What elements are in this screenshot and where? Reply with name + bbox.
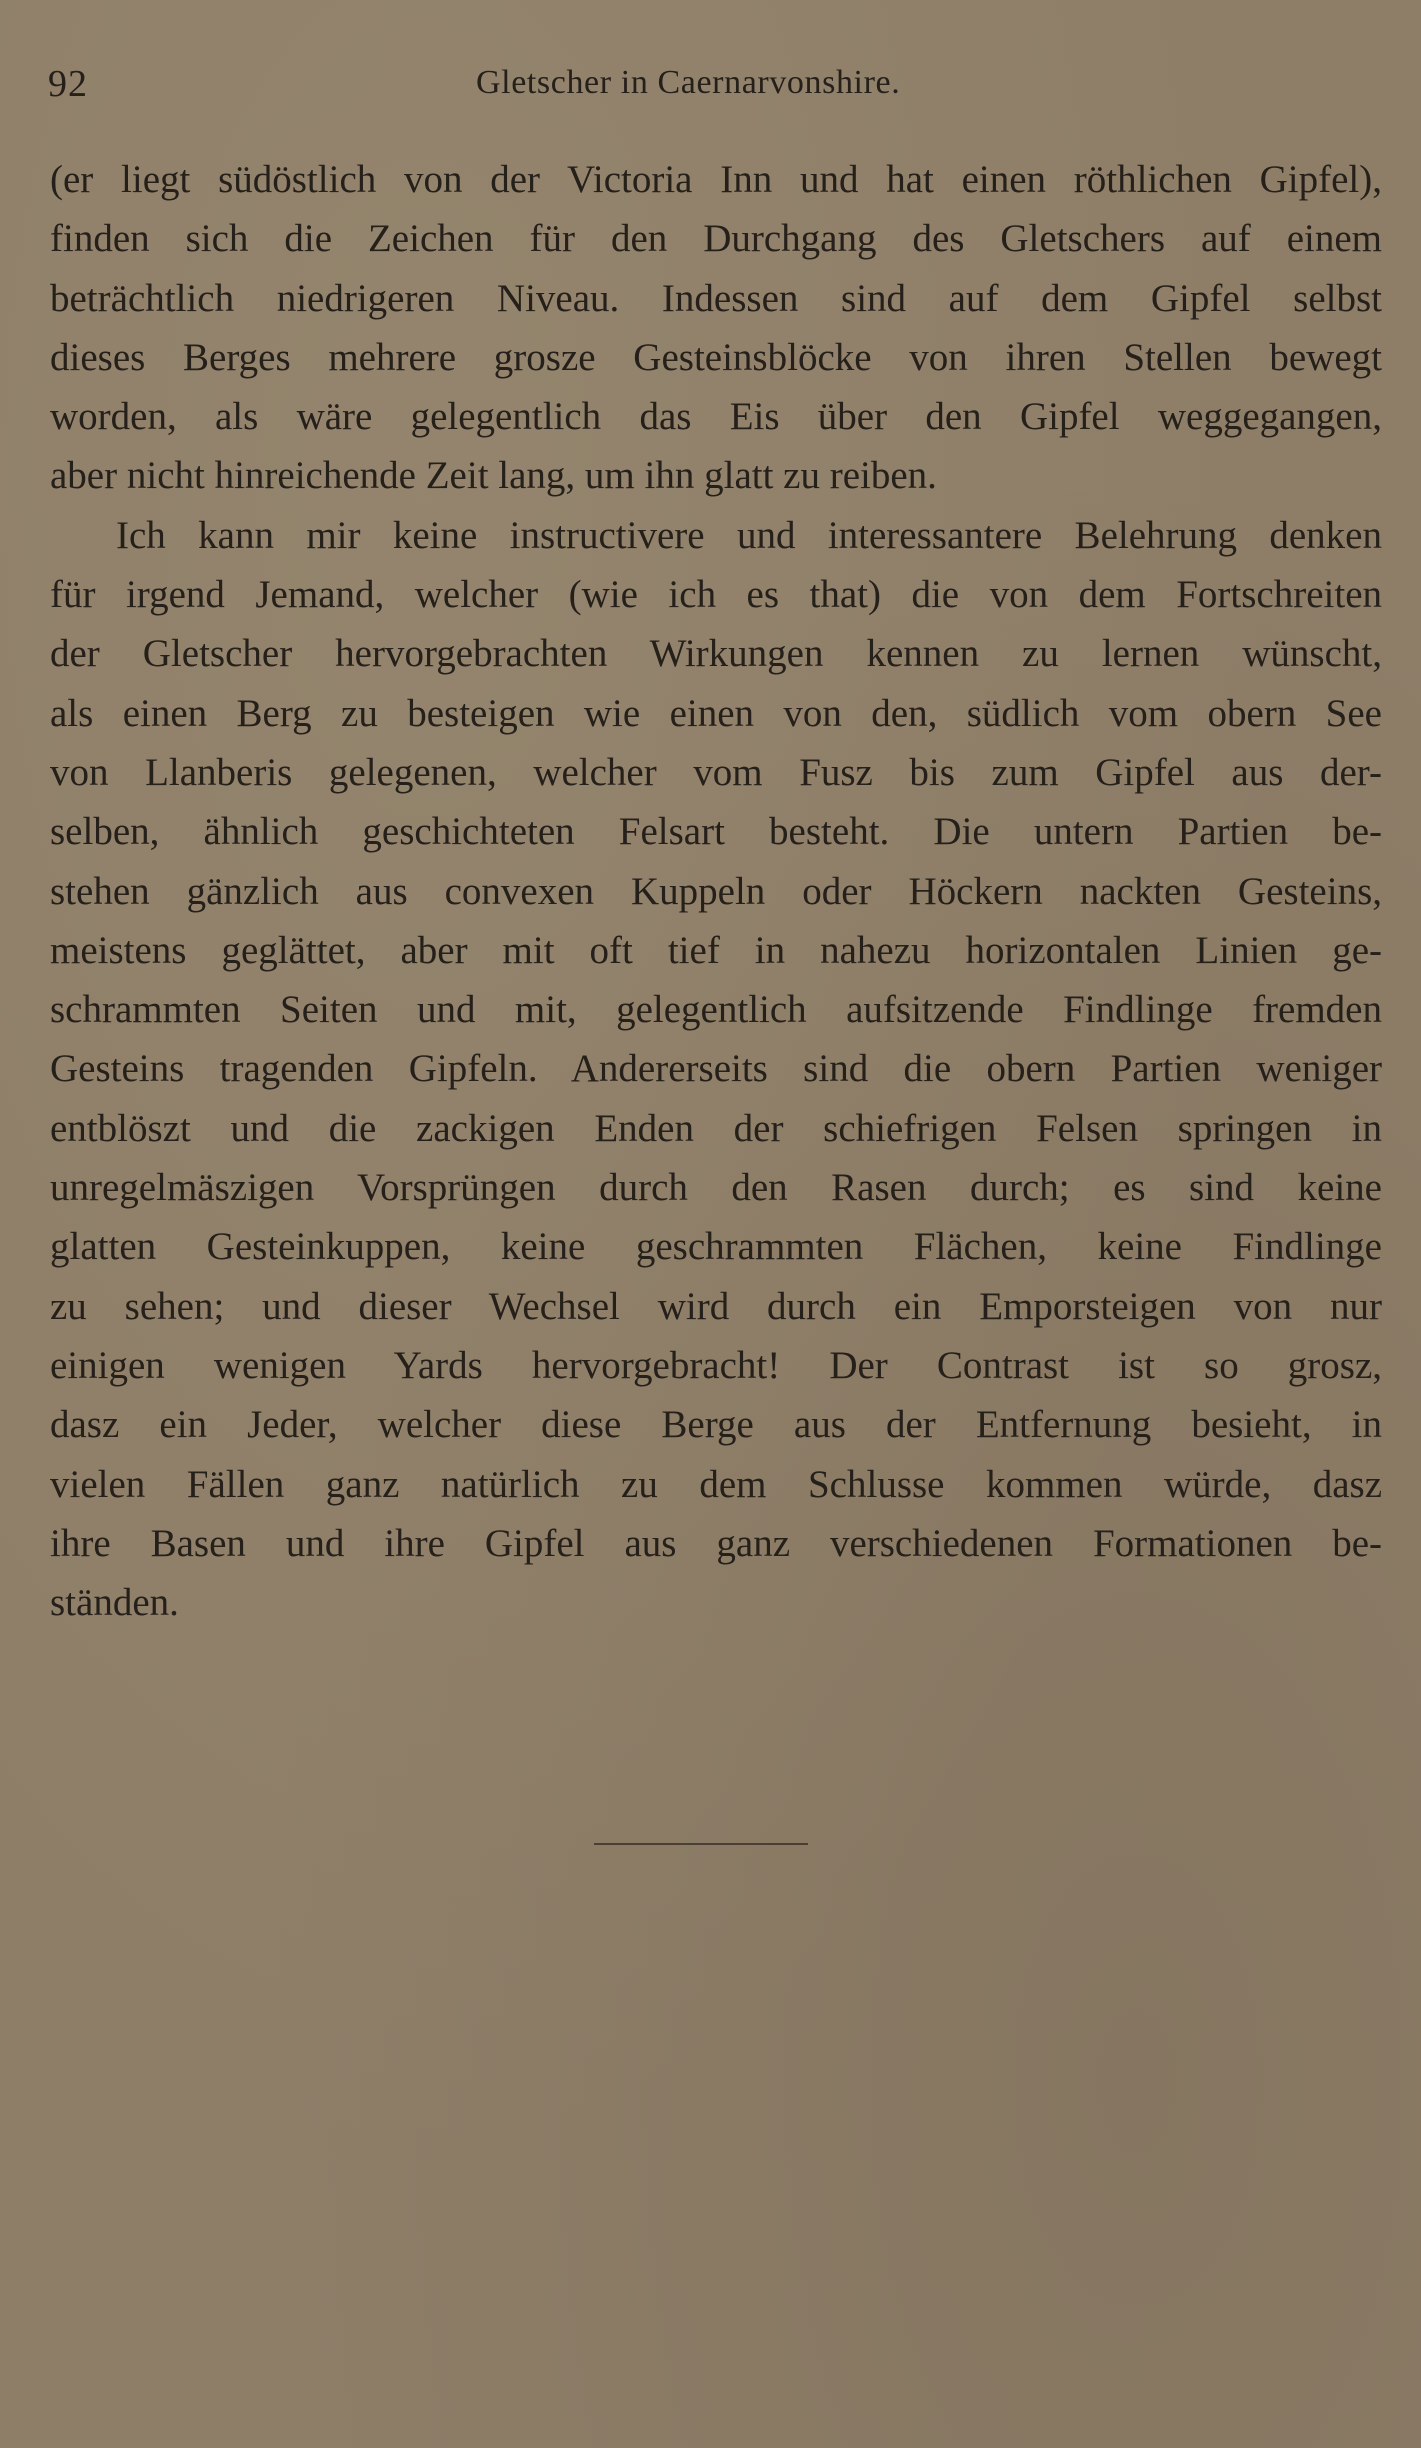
text-line: der Gletscher hervorgebrachten Wirkungen kennen zu lernen wünscht, <box>50 632 1382 676</box>
paragraph-1 <box>50 150 1382 506</box>
text-line: finden sich die Zeichen für den Durchgang des Gletschers auf einem <box>50 217 1382 261</box>
text-line: entblöszt und die zackigen Enden der schiefrigen Felsen springen in <box>50 1106 1382 1150</box>
text-line: dieses Berges mehrere grosze Gesteinsblöcke von ihren Stellen bewegt <box>50 335 1382 379</box>
text-line: Gesteins tragenden Gipfeln. Andererseits sind die obern Partien weniger <box>50 1047 1382 1091</box>
page-header <box>48 62 1390 114</box>
section-end-rule <box>594 1843 808 1845</box>
paragraph-2 <box>50 506 1382 1633</box>
text-line: worden, als wäre gelegentlich das Eis über den Gipfel weggegangen, <box>50 395 1382 439</box>
text-line: ständen. <box>50 1581 179 1625</box>
text-line: zu sehen; und dieser Wechsel wird durch ein Emporsteigen von nur <box>50 1284 1382 1328</box>
text-line: dasz ein Jeder, welcher diese Berge aus der Entfernung besieht, in <box>50 1403 1382 1447</box>
text-line: Ich kann mir keine instructivere und interessantere Belehrung denken <box>116 513 1382 557</box>
text-line: meistens geglättet, aber mit oft tief in nahezu horizontalen Linien ge- <box>50 928 1382 972</box>
text-line: ihre Basen und ihre Gipfel aus ganz verschiedenen Formationen be- <box>50 1521 1382 1565</box>
running-title: Gletscher in Caernarvonshire. <box>476 64 901 101</box>
page-number: 92 <box>48 63 88 105</box>
text-line: als einen Berg zu besteigen wie einen von den, südlich vom obern See <box>50 691 1382 735</box>
text-line: selben, ähnlich geschichteten Felsart besteht. Die untern Partien be- <box>50 810 1382 854</box>
text-line: für irgend Jemand, welcher (wie ich es that) die von dem Fortschreiten <box>50 573 1382 617</box>
text-line: einigen wenigen Yards hervorgebracht! Der Contrast ist so grosz, <box>50 1343 1382 1387</box>
text-line: stehen gänzlich aus convexen Kuppeln oder Höckern nackten Gesteins, <box>50 869 1382 913</box>
text-line: schrammten Seiten und mit, gelegentlich aufsitzende Findlinge fremden <box>50 988 1382 1032</box>
text-line: (er liegt südöstlich von der Victoria Inn und hat einen röthlichen Gipfel), <box>50 158 1382 201</box>
body-text <box>50 150 1382 1632</box>
text-line: von Llanberis gelegenen, welcher vom Fusz bis zum Gipfel aus der- <box>50 750 1382 794</box>
text-line: aber nicht hinreichende Zeit lang, um ihn glatt zu reiben. <box>50 454 937 498</box>
text-line: beträchtlich niedrigeren Niveau. Indessen sind auf dem Gipfel selbst <box>50 276 1382 320</box>
text-line: unregelmäszigen Vorsprüngen durch den Rasen durch; es sind keine <box>50 1166 1382 1210</box>
text-line: glatten Gesteinkuppen, keine geschrammten Flächen, keine Findlinge <box>50 1225 1382 1269</box>
text-line: vielen Fällen ganz natürlich zu dem Schlusse kommen würde, dasz <box>50 1462 1382 1506</box>
